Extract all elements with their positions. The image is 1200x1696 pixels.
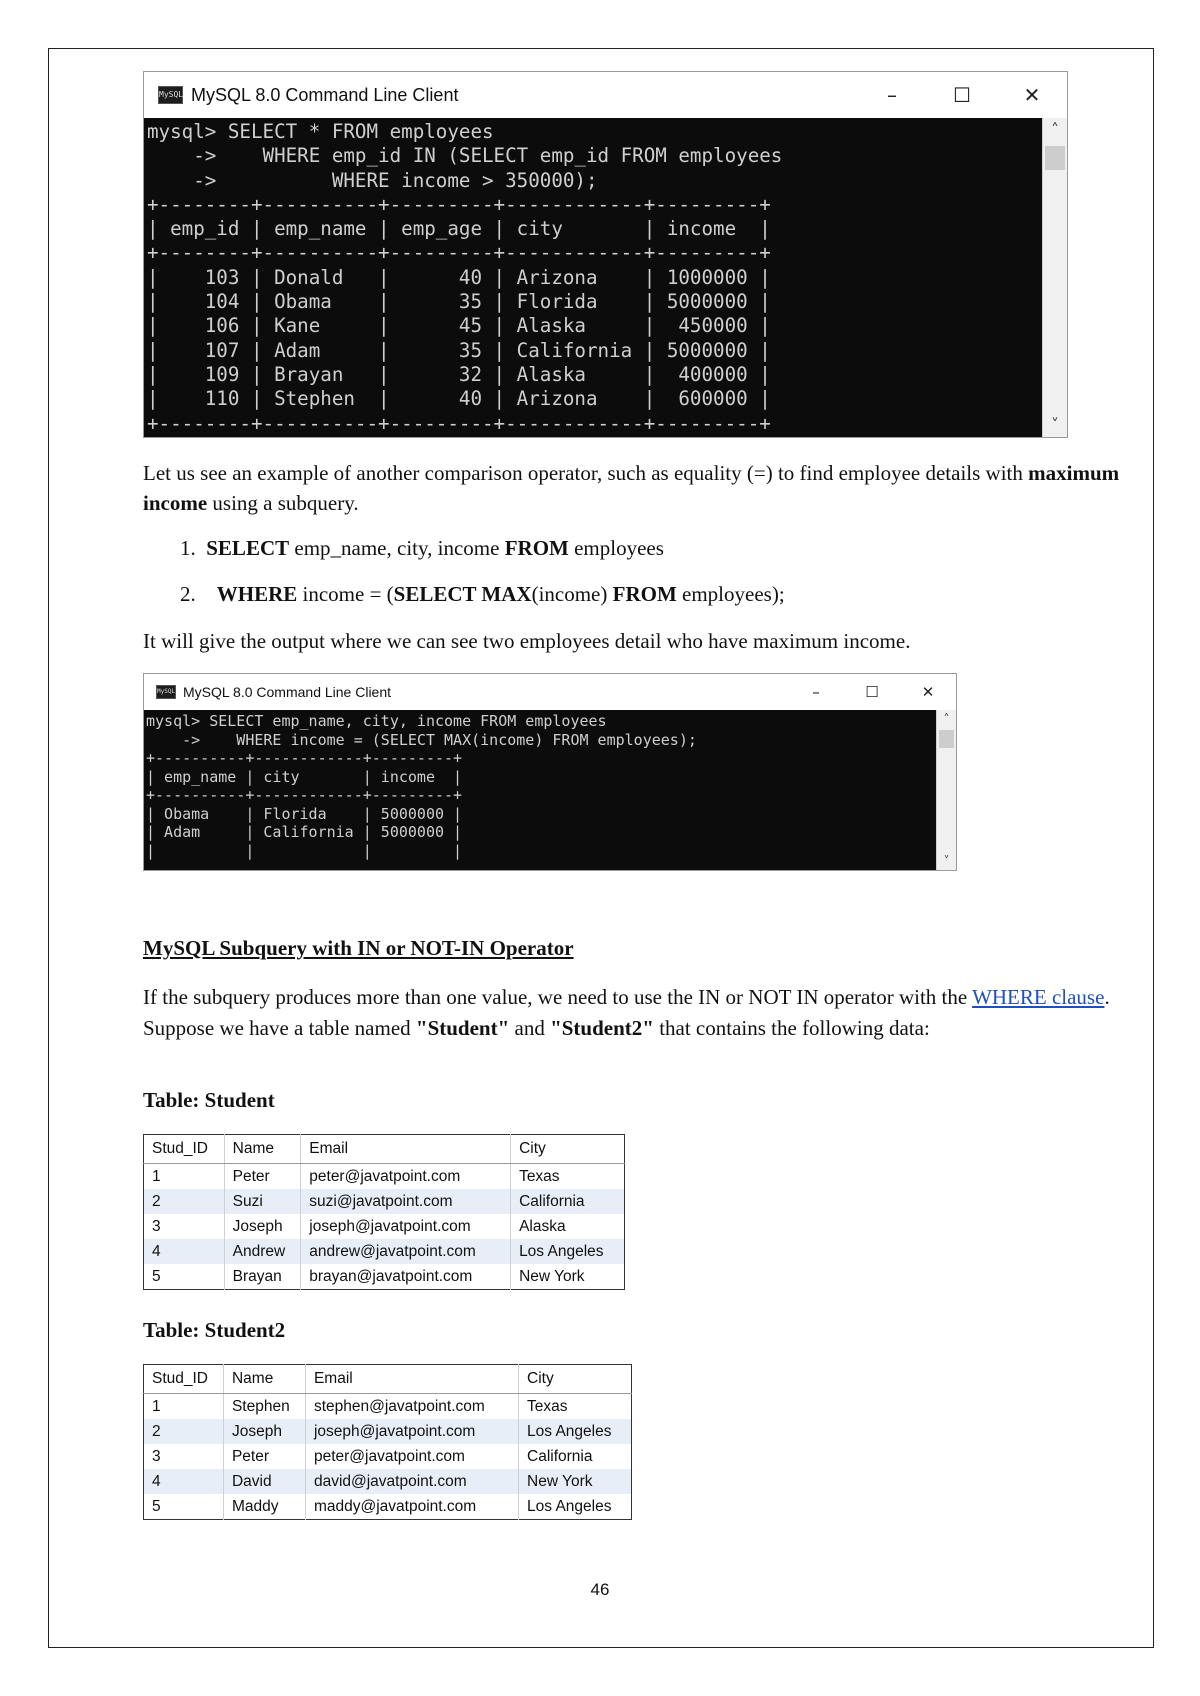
mysql-console-window-1	[143, 71, 1068, 438]
vertical-scrollbar[interactable]	[1042, 118, 1067, 437]
table-cell: Los Angeles	[519, 1419, 632, 1444]
column-header: Stud_ID	[144, 1135, 225, 1164]
table-cell: suzi@javatpoint.com	[301, 1189, 511, 1214]
code-text: emp_name, city, income	[289, 536, 505, 560]
table-cell: maddy@javatpoint.com	[305, 1494, 518, 1520]
table-cell: Peter	[224, 1164, 301, 1190]
table-cell: California	[519, 1444, 632, 1469]
table-student2-title: Table: Student2	[143, 1318, 286, 1342]
table-row	[144, 1494, 632, 1520]
table-cell: Texas	[519, 1394, 632, 1420]
table-row	[144, 1469, 632, 1494]
scroll-up-icon[interactable]: ˄	[1051, 120, 1059, 139]
console-line: +----------+------------+---------+	[146, 786, 463, 804]
table-cell: 1	[152, 1397, 161, 1415]
table-row	[144, 1264, 625, 1290]
console-output	[144, 710, 926, 860]
scroll-down-icon[interactable]: ˅	[1051, 415, 1059, 434]
console-line: | emp_id | emp_name | emp_age | city | income |	[147, 217, 771, 241]
terminal-icon: MySQL	[158, 86, 183, 104]
column-header: Name	[224, 1135, 301, 1164]
table-cell: Stephen	[223, 1394, 305, 1420]
table-cell: Joseph	[224, 1214, 301, 1239]
table-cell: 4	[144, 1469, 224, 1494]
console-line: +--------+----------+---------+------------+---------+	[147, 241, 771, 265]
console-line: | 109 | Brayan | 32 | Alaska | 400000 |	[147, 362, 771, 386]
table-cell: Los Angeles	[519, 1494, 632, 1520]
paragraph-text: If the subquery produces more than one value, we need to use the IN or NOT IN operator with the	[143, 985, 973, 1009]
bold-text: "Student2"	[550, 1016, 654, 1040]
table-cell: California	[511, 1189, 625, 1214]
table-row	[144, 1214, 625, 1239]
console-line: +--------+----------+---------+------------+---------+	[147, 192, 771, 216]
console-line: | 104 | Obama | 35 | Florida | 5000000 |	[147, 290, 771, 314]
bold-text: maximum income	[143, 461, 1120, 515]
table-cell: 4	[144, 1239, 225, 1264]
table-row	[144, 1394, 632, 1420]
close-button[interactable]: ✕	[1023, 83, 1041, 107]
console-line: +----------+------------+---------+	[146, 749, 463, 767]
console-output	[144, 118, 1027, 436]
paragraph-output: It will give the output where we can see two employees detail who have maximum income.	[143, 629, 911, 653]
scroll-thumb[interactable]	[939, 730, 954, 748]
sql-keyword: SELECT	[206, 536, 290, 560]
table-cell: David	[223, 1469, 305, 1494]
sql-keyword: FROM	[612, 582, 677, 606]
console-line: -> WHERE emp_id IN (SELECT emp_id FROM employees	[147, 144, 783, 168]
column-header: Stud_ID	[144, 1365, 224, 1394]
column-header: City	[519, 1365, 632, 1394]
table-cell: 3	[152, 1217, 161, 1235]
line-number: 1.	[180, 536, 196, 560]
sql-keyword: SELECT MAX	[393, 582, 532, 606]
table-cell: New York	[511, 1264, 625, 1290]
table-cell: New York	[519, 1469, 632, 1494]
console-line: | 106 | Kane | 45 | Alaska | 450000 |	[147, 314, 771, 338]
code-text: employees);	[676, 582, 785, 606]
table-cell: peter@javatpoint.com	[301, 1164, 511, 1190]
line-number: 2.	[180, 582, 196, 606]
window-title: MySQL 8.0 Command Line Client	[183, 684, 392, 700]
console-line: | 103 | Donald | 40 | Arizona | 1000000 |	[147, 265, 771, 289]
window-title-bar[interactable]	[144, 72, 1067, 118]
console-line: | Obama | Florida | 5000000 |	[146, 804, 463, 823]
table-cell: Brayan	[224, 1264, 301, 1290]
table-cell: joseph@javatpoint.com	[305, 1419, 518, 1444]
code-text: (income)	[531, 582, 613, 606]
table-cell: Joseph	[223, 1419, 305, 1444]
table-cell: Maddy	[223, 1494, 305, 1520]
table-cell: Andrew	[224, 1239, 301, 1264]
table-cell: 1	[152, 1167, 161, 1185]
code-line-1	[180, 534, 664, 562]
minimize-button[interactable]: –	[812, 683, 820, 701]
terminal-icon: MySQL	[156, 685, 176, 699]
paragraph-in-operator	[143, 982, 1123, 1044]
table-cell: 5	[152, 1497, 161, 1515]
console-line: -> WHERE income = (SELECT MAX(income) FROM employees);	[146, 730, 697, 749]
table-row	[144, 1444, 632, 1469]
table-cell: brayan@javatpoint.com	[301, 1264, 511, 1290]
column-header: Email	[301, 1135, 511, 1164]
table-cell: 2	[144, 1189, 225, 1214]
where-clause-link[interactable]: WHERE clause	[972, 985, 1105, 1009]
paragraph-text: Let us see an example of another comparison operator, such as equality (=) to find employee details with	[143, 461, 1029, 485]
code-text: employees	[568, 536, 664, 560]
table-cell: Suzi	[224, 1189, 301, 1214]
paragraph-comparison	[143, 458, 1123, 518]
sql-keyword: FROM	[504, 536, 569, 560]
paragraph-text: using a subquery.	[207, 491, 359, 515]
window-title: MySQL 8.0 Command Line Client	[191, 84, 459, 105]
console-line: | 107 | Adam | 35 | California | 5000000 |	[147, 338, 771, 362]
table-cell: Alaska	[511, 1214, 625, 1239]
section-heading: MySQL Subquery with IN or NOT-IN Operator	[143, 936, 574, 960]
console-line: | emp_name | city | income |	[146, 767, 463, 786]
paragraph-text: that contains the following data:	[653, 1016, 930, 1040]
table-cell: stephen@javatpoint.com	[305, 1394, 518, 1420]
paragraph-text: and	[509, 1016, 551, 1040]
console-line: | | | |	[146, 841, 463, 860]
student2-table	[143, 1364, 632, 1520]
table-cell: 2	[144, 1419, 224, 1444]
table-cell: david@javatpoint.com	[305, 1469, 518, 1494]
maximize-button[interactable]: ☐	[865, 683, 879, 701]
page-number: 46	[590, 1580, 610, 1599]
table-row	[144, 1189, 625, 1214]
table-cell: Peter	[223, 1444, 305, 1469]
table-cell: peter@javatpoint.com	[305, 1444, 518, 1469]
table-cell: 3	[152, 1447, 161, 1465]
table-cell: Los Angeles	[511, 1239, 625, 1264]
console-line: +--------+----------+---------+------------+---------+	[147, 411, 771, 435]
column-header: Email	[305, 1365, 518, 1394]
scroll-down-icon[interactable]: ˅	[943, 854, 950, 868]
paragraph-text: . Suppose we have a table named	[143, 985, 1110, 1040]
maximize-button[interactable]: ☐	[953, 83, 971, 107]
table-cell: andrew@javatpoint.com	[301, 1239, 511, 1264]
console-line: -> WHERE income > 350000);	[147, 168, 598, 192]
table-cell: Texas	[511, 1164, 625, 1190]
table-row	[144, 1239, 625, 1264]
code-text: income = (	[297, 582, 394, 606]
mysql-console-window-2	[143, 673, 957, 871]
sql-keyword: WHERE	[216, 582, 298, 606]
console-line: mysql> SELECT * FROM employees	[147, 120, 494, 143]
table-student-title: Table: Student	[143, 1088, 275, 1112]
bold-text: "Student"	[415, 1016, 510, 1040]
close-button[interactable]: ✕	[921, 683, 935, 701]
console-line: | Adam | California | 5000000 |	[146, 823, 463, 841]
minimize-button[interactable]: –	[887, 83, 897, 107]
table-cell: joseph@javatpoint.com	[301, 1214, 511, 1239]
column-header: Name	[223, 1365, 305, 1394]
student-table	[143, 1134, 625, 1290]
scroll-thumb[interactable]	[1045, 146, 1065, 170]
console-line: mysql> SELECT emp_name, city, income FROM employees	[146, 712, 607, 730]
window-title-bar[interactable]	[144, 674, 956, 710]
table-row	[144, 1419, 632, 1444]
code-line-2	[180, 580, 785, 608]
table-row	[144, 1164, 625, 1190]
console-line: | 110 | Stephen | 40 | Arizona | 600000 |	[147, 387, 771, 411]
table-cell: 5	[152, 1267, 161, 1285]
scroll-up-icon[interactable]: ˄	[943, 712, 950, 726]
vertical-scrollbar[interactable]	[936, 710, 956, 870]
column-header: City	[511, 1135, 625, 1164]
